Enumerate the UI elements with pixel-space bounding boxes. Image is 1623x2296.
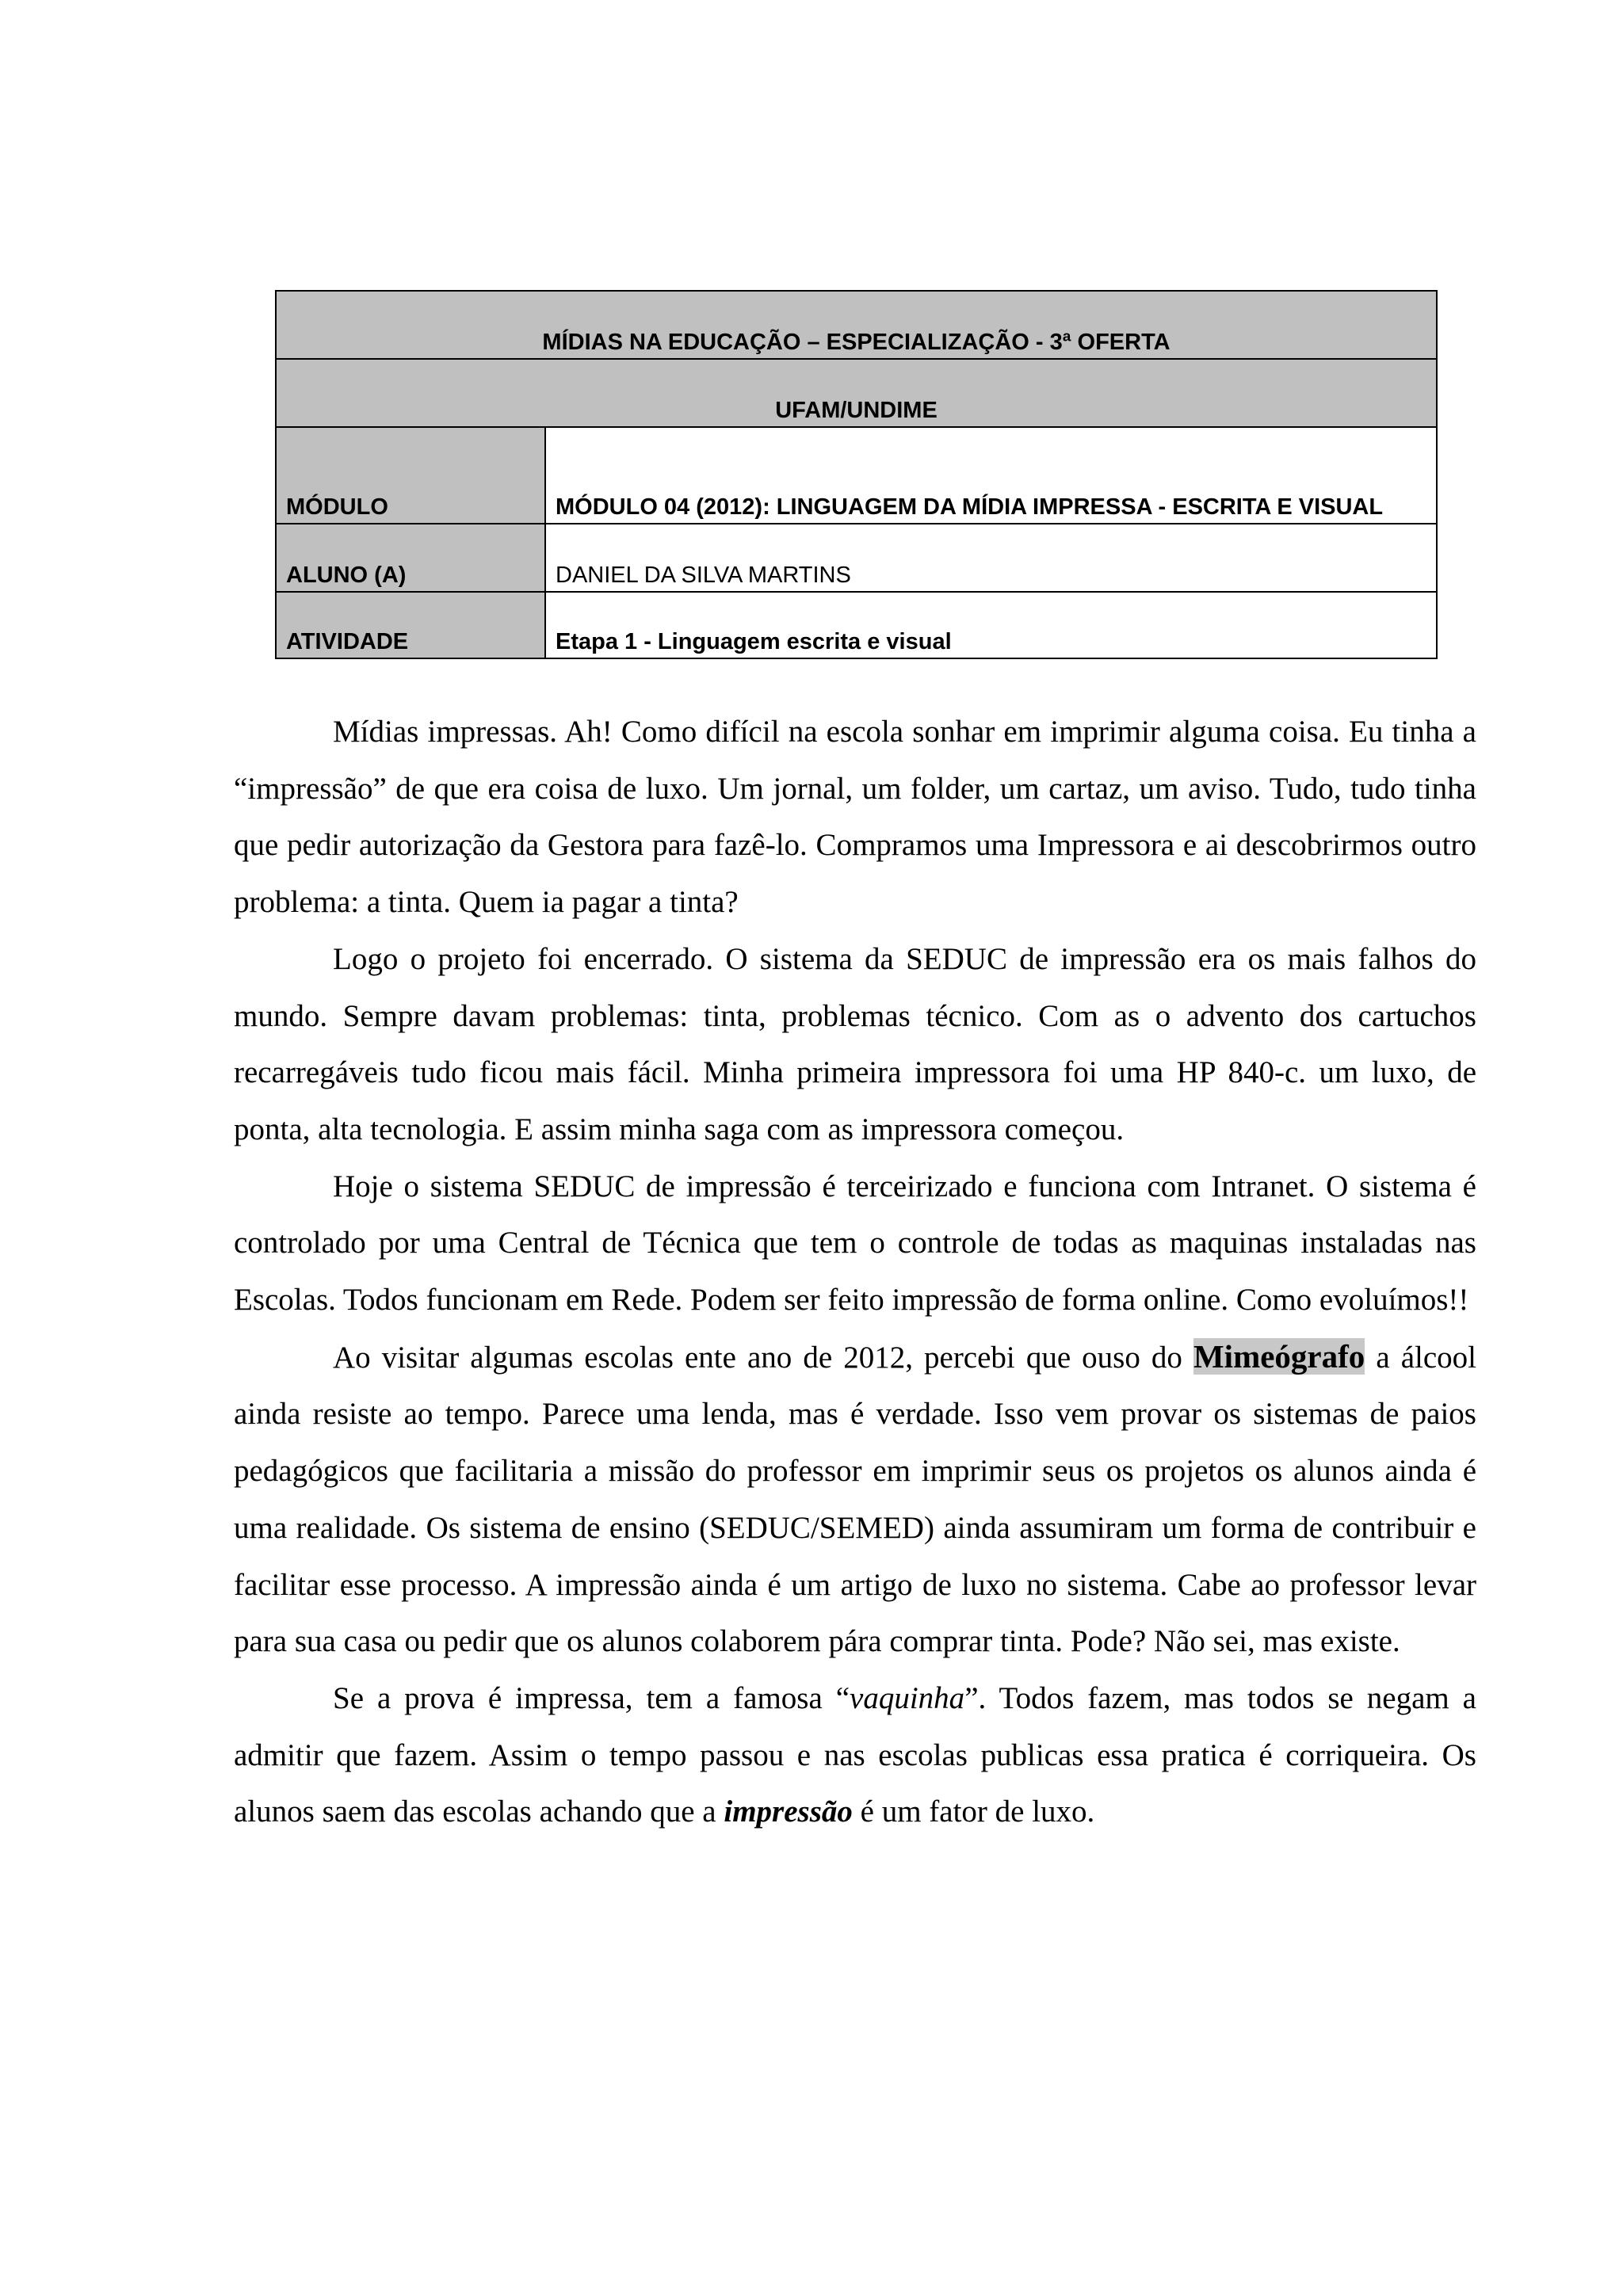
student-label: ALUNO (A) xyxy=(276,524,545,592)
header-table xyxy=(275,290,1438,659)
module-value: MÓDULO 04 (2012): LINGUAGEM DA MÍDIA IMPRESSA - ESCRITA E VISUAL xyxy=(545,427,1437,524)
course-title: MÍDIAS NA EDUCAÇÃO – ESPECIALIZAÇÃO - 3ª OFERTA xyxy=(276,291,1437,359)
activity-label: ATIVIDADE xyxy=(276,592,545,658)
paragraph-5-text-start: Se a prova é impressa, tem a famosa “ xyxy=(333,1680,850,1715)
activity-value: Etapa 1 - Linguagem escrita e visual xyxy=(545,592,1437,658)
institution-name: UFAM/UNDIME xyxy=(276,359,1437,427)
paragraph-5-text-middle: ”. Todos fazem, mas todos se negam a admitir que fazem. Assim o tempo passou e nas escolas publicas essa pratica é corriqueira. Os alunos saem das escolas achando que a xyxy=(234,1680,1476,1829)
paragraph-3: Hoje o sistema SEDUC de impressão é terceirizado e funciona com Intranet. O sistema é controlado por uma Central de Técnica que tem o controle de todas as maquinas instaladas nas Escolas. Todos funcionam em Rede. Podem ser feito impressão de forma online. Como evoluímos!! xyxy=(234,1169,1476,1318)
paragraph-4-text-start: Ao visitar algumas escolas ente ano de 2012, percebi que ouso do xyxy=(333,1340,1193,1375)
paragraph-5 xyxy=(234,1670,1476,1840)
paragraph-4 xyxy=(234,1329,1476,1670)
bold-italic-word: impressão xyxy=(724,1794,853,1829)
essay-body xyxy=(234,704,1476,1840)
paragraph-2: Logo o projeto foi encerrado. O sistema da SEDUC de impressão era os mais falhos do mundo. Sempre davam problemas: tinta, problemas técnico. Com as o advento dos cartuchos recarregáveis tudo ficou mais fácil. Minha primeira impressora foi uma HP 840-c. um luxo, de ponta, alta tecnologia. E assim minha saga com as impressora começou. xyxy=(234,941,1476,1146)
paragraph-5-text-end: é um fator de luxo. xyxy=(852,1794,1095,1829)
paragraph-4-text-end: a álcool ainda resiste ao tempo. Parece uma lenda, mas é verdade. Isso vem provar os sistemas de paios pedagógicos que facilitaria a missão do professor em imprimir seus os projetos os alunos ainda é uma realidade. Os sistema de ensino (SEDUC/SEMED) ainda assumiram um forma de contribuir e facilitar esse processo. A impressão ainda é um artigo de luxo no sistema. Cabe ao professor levar para sua casa ou pedir que os alunos colaborem pára comprar tinta. Pode? Não sei, mas existe. xyxy=(234,1340,1476,1659)
student-value: DANIEL DA SILVA MARTINS xyxy=(545,524,1437,592)
module-label: MÓDULO xyxy=(276,427,545,524)
paragraph-1: Mídias impressas. Ah! Como difícil na escola sonhar em imprimir alguma coisa. Eu tinha a “impressão” de que era coisa de luxo. Um jornal, um folder, um cartaz, um aviso. Tudo, tudo tinha que pedir autorização da Gestora para fazê-lo. Compramos uma Impressora e ai descobrirmos outro problema: a tinta. Quem ia pagar a tinta? xyxy=(234,715,1476,920)
italic-word: vaquinha xyxy=(850,1680,965,1715)
highlighted-word: Mimeógrafo xyxy=(1193,1337,1365,1375)
